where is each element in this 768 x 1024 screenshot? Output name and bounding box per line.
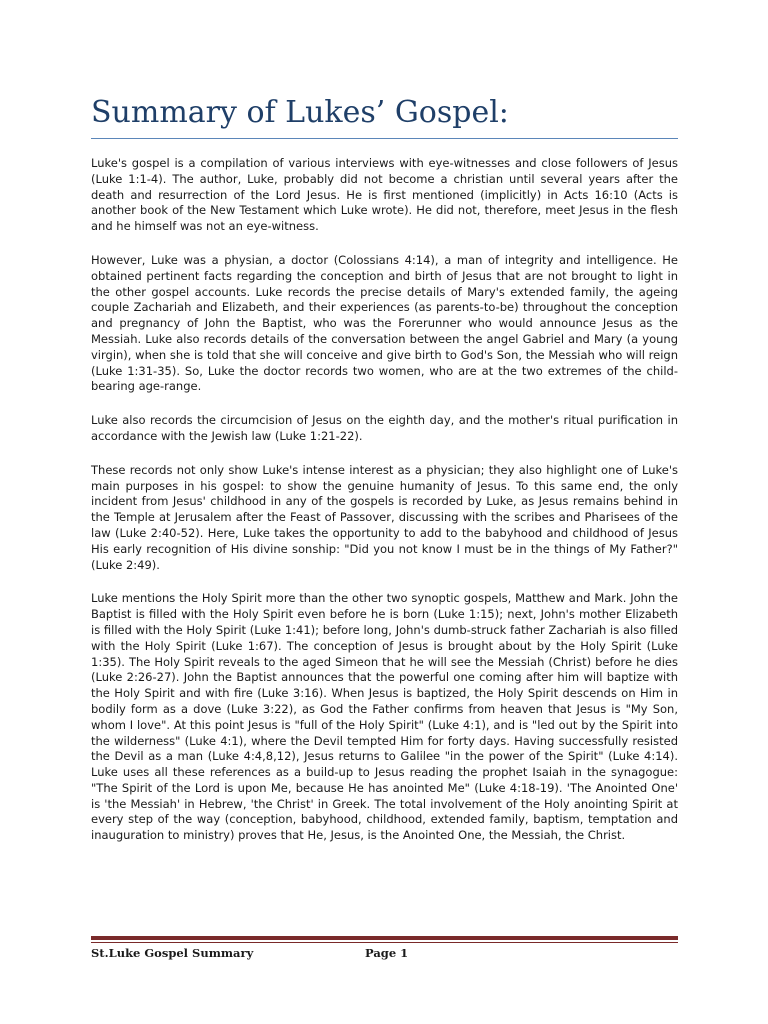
document-body bbox=[91, 156, 678, 862]
paragraph-5: Luke mentions the Holy Spirit more than the other two synoptic gospels, Matthew and Mark. John the Baptist is filled with the Holy Spirit even before he is born (Luke 1:15); next, John's mother Elizabeth is filled with the Holy Spirit (Luke 1:41); before long, John's dumb-struck father Zachariah is also filled with the Holy Spirit (Luke 1:67). The conception of Jesus is brought about by the Holy Spirit (Luke 1:35). The Holy Spirit reveals to the aged Simeon that he will see the Messiah (Christ) before he dies (Luke 2:26-27). John the Baptist announces that the powerful one coming after him will baptize with the Holy Spirit and with fire (Luke 3:16). When Jesus is baptized, the Holy Spirit descends on Him in bodily form as a dove (Luke 3:22), as God the Father confirms from heaven that Jesus is "My Son, whom I love". At this point Jesus is "full of the Holy Spirit" (Luke 4:1), and is "led out by the Spirit into the wilderness" (Luke 4:1), where the Devil tempted Him for forty days. Having successfully resisted the Devil as a man (Luke 4:4,8,12), Jesus returns to Galilee "in the power of the Spirit" (Luke 4:14). Luke uses all these references as a build-up to Jesus reading the prophet Isaiah in the synagogue: "The Spirit of the Lord is upon Me, because He has anointed Me" (Luke 4:18-19). 'The Anointed One' is 'the Messiah' in Hebrew, 'the Christ' in Greek. The total involvement of the Holy anointing Spirit at every step of the way (conception, babyhood, childhood, extended family, baptism, temptation and inauguration to ministry) proves that He, Jesus, is the Anointed One, the Messiah, the Christ. bbox=[91, 591, 678, 843]
footer-document-title: St.Luke Gospel Summary bbox=[91, 946, 254, 960]
page-title: Summary of Lukes’ Gospel: bbox=[91, 95, 509, 130]
footer-divider-thick bbox=[91, 936, 678, 940]
paragraph-4: These records not only show Luke's intense interest as a physician; they also highlight one of Luke's main purposes in his gospel: to show the genuine humanity of Jesus. To this same end, the only incident from Jesus' childhood in any of the gospels is recorded by Luke, as Jesus remains behind in the Temple at Jerusalem after the Feast of Passover, discussing with the scribes and Pharisees of the law (Luke 2:40-52). Here, Luke takes the opportunity to add to the babyhood and childhood of Jesus His early recognition of His divine sonship: "Did you not know I must be in the things of My Father?" (Luke 2:49). bbox=[91, 462, 678, 572]
paragraph-1: Luke's gospel is a compilation of various interviews with eye-witnesses and close followers of Jesus (Luke 1:1-4). The author, Luke, probably did not become a christian until several years after the death and resurrection of the Lord Jesus. He is first mentioned (implicitly) in Acts 16:10 (Acts is another book of the New Testament which Luke wrote). He did not, therefore, meet Jesus in the flesh and he himself was not an eye-witness. bbox=[91, 156, 678, 234]
footer-divider-thin bbox=[91, 942, 678, 943]
paragraph-3: Luke also records the circumcision of Jesus on the eighth day, and the mother's ritual purification in accordance with the Jewish law (Luke 1:21-22). bbox=[91, 413, 678, 443]
title-divider bbox=[91, 138, 678, 139]
footer-page-number: Page 1 bbox=[365, 946, 409, 960]
paragraph-2: However, Luke was a physian, a doctor (Colossians 4:14), a man of integrity and intelligence. He obtained pertinent facts regarding the conception and birth of Jesus that are not brought to light in the other gospel accounts. Luke records the precise details of Mary's extended family, the ageing couple Zachariah and Elizabeth, and their experiences (as parents-to-be) throughout the conception and pregnancy of John the Baptist, who was the Forerunner who would announce Jesus as the Messiah. Luke also records details of the conversation between the angel Gabriel and Mary (a young virgin), when she is told that she will conceive and give birth to God's Son, the Messiah who will reign (Luke 1:31-35). So, Luke the doctor records two women, who are at the two extremes of the child-bearing age-range. bbox=[91, 252, 678, 394]
